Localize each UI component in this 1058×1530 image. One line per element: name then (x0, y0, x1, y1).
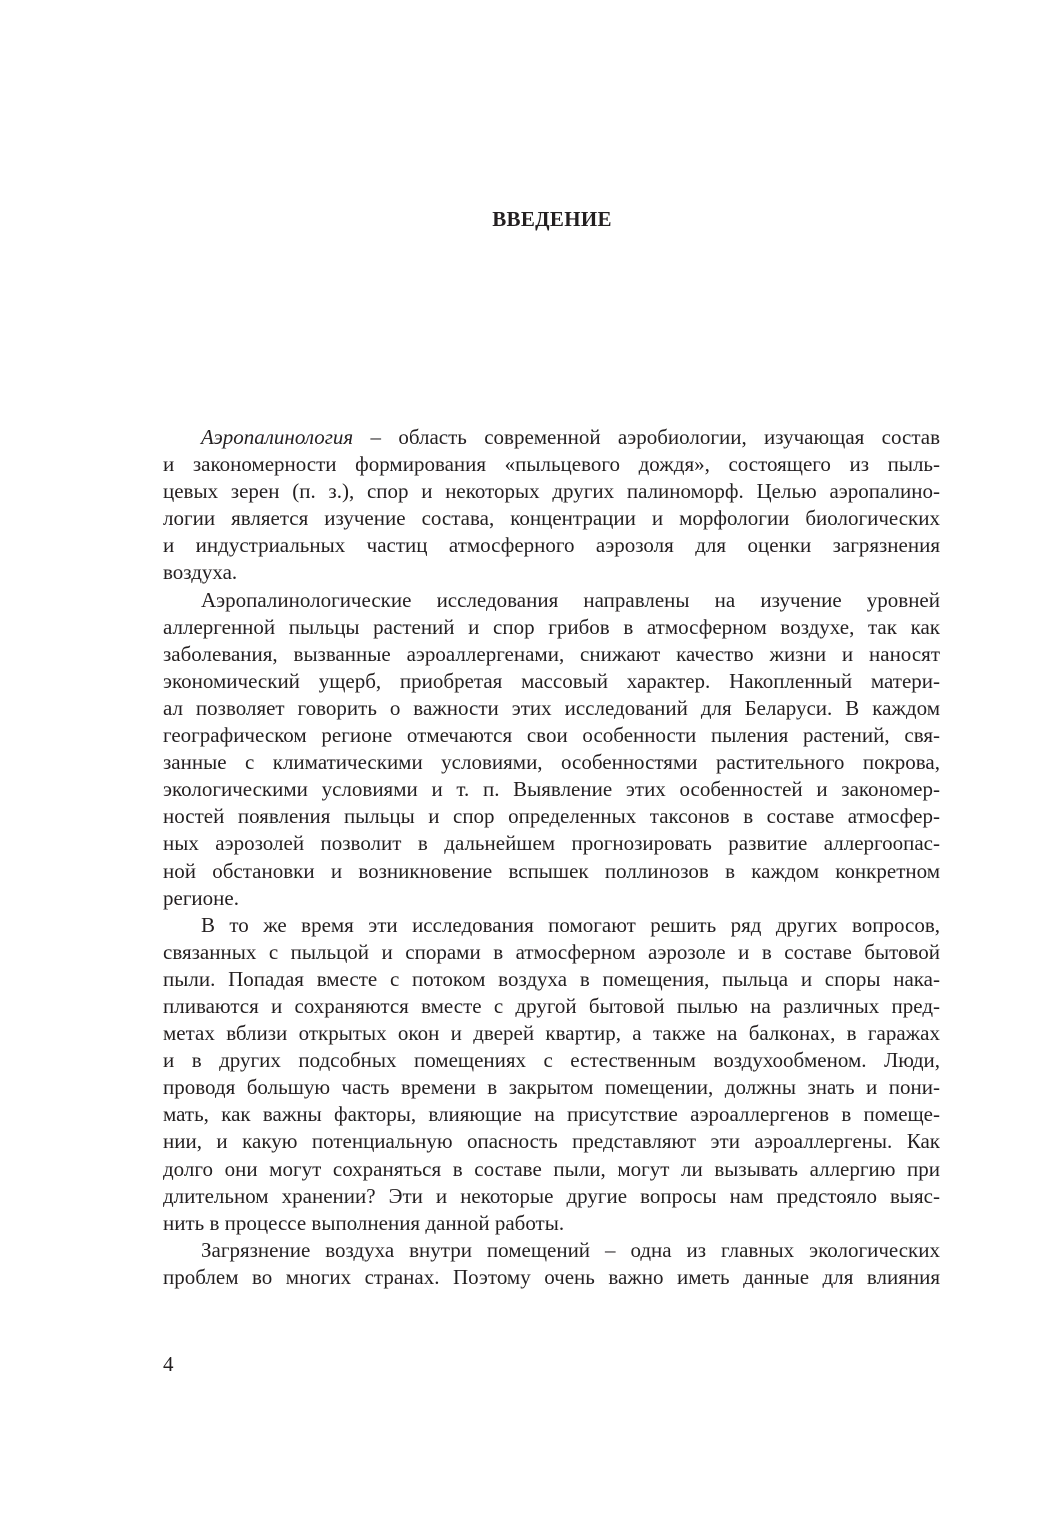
text-line: В то же время эти исследования помогают решить ряд других вопросов, (201, 912, 940, 937)
text-line: заболевания, вызванные аэроаллергенами, снижают качество жизни и наносят (163, 641, 940, 666)
italic-term: Аэропалинология (201, 425, 354, 449)
text-line: Загрязнение воздуха внутри помещений – одна из главных экологических (201, 1237, 940, 1262)
text-span: – область современной аэробиологии, изучающая состав (353, 425, 940, 449)
text-line: и в других подсобных помещениях с естественным воздухообменом. Люди, (163, 1048, 940, 1073)
text-line: пливаются и сохраняются вместе с другой бытовой пылью на различных пред- (163, 993, 940, 1018)
page-title: ВВЕДЕНИЕ (492, 207, 612, 231)
text-line: метах вблизи открытых окон и дверей квартир, а также на балконах, в гаражах (163, 1021, 940, 1046)
body-text (163, 424, 940, 1291)
text-line (163, 424, 940, 451)
text-line: и индустриальных частиц атмосферного аэрозоля для оценки загрязнения (163, 533, 940, 558)
text-line: ной обстановки и возникновение вспышек поллинозов в каждом конкретном (163, 858, 940, 883)
text-line: связанных с пыльцой и спорами в атмосферном аэрозоле и в составе бытовой (163, 939, 940, 964)
text-line: долго они могут сохраняться в составе пыли, могут ли вызывать аллергию при (163, 1156, 940, 1181)
text-line: регионе. (163, 885, 239, 910)
text-line: географическом регионе отмечаются свои особенности пыления растений, свя- (163, 723, 940, 748)
text-line: воздуха. (163, 560, 238, 585)
text-line: длительном хранении? Эти и некоторые другие вопросы нам предстояло выяс- (163, 1183, 940, 1208)
text-line: ностей появления пыльцы и спор определенных таксонов в составе атмосфер- (163, 804, 940, 829)
text-line: ал позволяет говорить о важности этих исследований для Беларуси. В каждом (163, 695, 940, 720)
text-line: проблем во многих странах. Поэтому очень важно иметь данные для влияния (163, 1264, 940, 1289)
text-line: нии, и какую потенциальную опасность представляют эти аэроаллергены. Как (163, 1129, 940, 1154)
text-line: и закономерности формирования «пыльцевого дождя», состоящего из пыль- (163, 452, 940, 477)
text-line: Аэропалинологические исследования направлены на изучение уровней (201, 587, 940, 612)
text-line: нить в процессе выполнения данной работы. (163, 1210, 565, 1235)
page-number: 4 (163, 1352, 174, 1376)
text-line: проводя большую часть времени в закрытом помещении, должны знать и пони- (163, 1075, 940, 1100)
text-line: экономический ущерб, приобретая массовый характер. Накопленный матери- (163, 668, 940, 693)
text-line: аллергенной пыльцы растений и спор грибов в атмосферном воздухе, так как (163, 614, 940, 639)
text-line: ных аэрозолей позволит в дальнейшем прогнозировать развитие аллергоопас- (163, 831, 940, 856)
text-line: логии является изучение состава, концентрации и морфологии биологических (163, 506, 940, 531)
text-line: цевых зерен (п. з.), спор и некоторых других палиноморф. Целью аэропалино- (163, 479, 940, 504)
text-line: экологическими условиями и т. п. Выявление этих особенностей и закономер- (163, 777, 940, 802)
text-line: пыли. Попадая вместе с потоком воздуха в помещения, пыльца и споры нака- (163, 966, 940, 991)
text-line: мать, как важны факторы, влияющие на присутствие аэроаллергенов в помеще- (163, 1102, 940, 1127)
text-line: занные с климатическими условиями, особенностями растительного покрова, (163, 750, 940, 775)
